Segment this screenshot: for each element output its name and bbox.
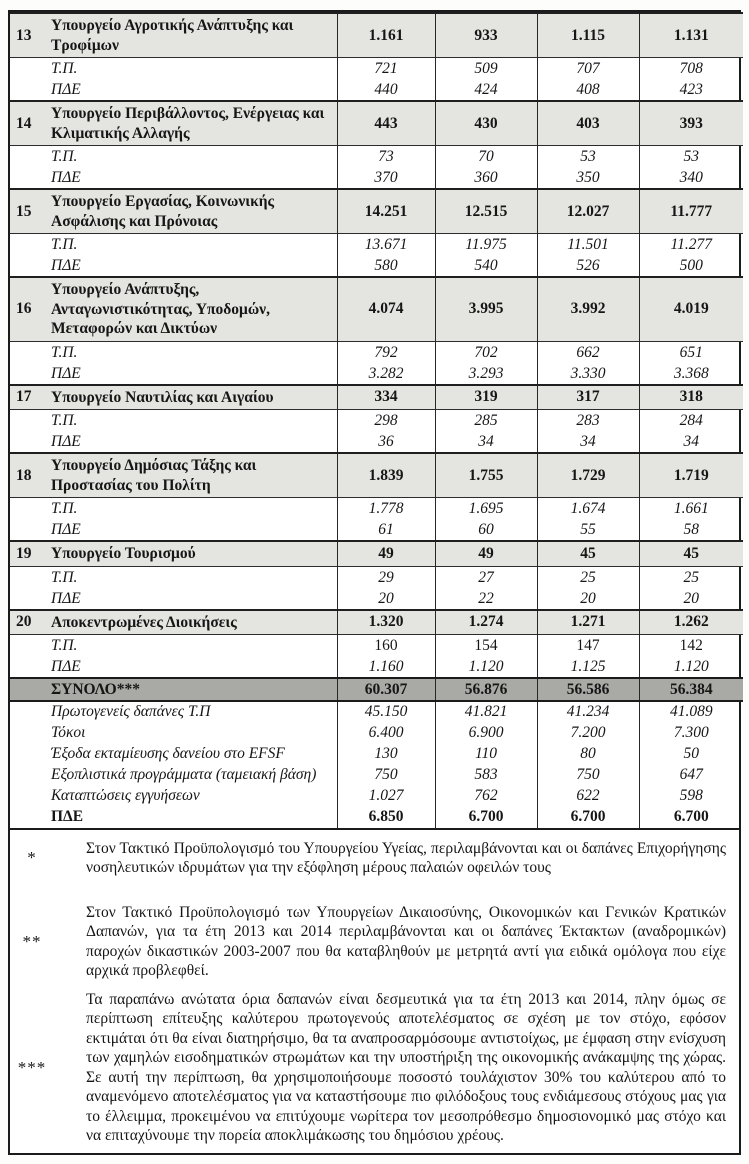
tp-value-cell: 283	[537, 410, 639, 432]
subrow-label-cell: ΠΔΕ	[51, 81, 81, 98]
ministry-total-cell: 1.839	[337, 453, 435, 498]
ministry-total-cell: 49	[435, 541, 537, 566]
tp-value-cell: 11.501	[537, 234, 639, 256]
pde-value-cell: 1.120	[639, 656, 743, 678]
breakdown-label-cell: Έξοδα εκταμίευσης δανείου στο EFSF	[51, 744, 285, 762]
row-number-cell: 16	[10, 277, 44, 341]
pde-value-cell: 423	[639, 79, 743, 101]
ministry-total-cell: 1.262	[639, 610, 743, 635]
ministry-total-cell: 45	[537, 541, 639, 566]
pde-value-cell: 1.120	[435, 656, 537, 678]
tp-value-cell: 284	[639, 410, 743, 432]
pde-value-cell: 440	[337, 79, 435, 101]
row-number-cell: 15	[10, 189, 44, 234]
row-number-cell: 17	[10, 385, 44, 410]
pde-value-cell: 424	[435, 79, 537, 101]
ministry-total-cell: 443	[337, 101, 435, 146]
tp-value-cell: 147	[537, 635, 639, 657]
subrow-label-cell: ΠΔΕ	[51, 364, 81, 382]
pde-subrow	[10, 588, 743, 610]
tp-value-cell: 25	[537, 566, 639, 588]
breakdown-label-cell: ΠΔΕ	[51, 807, 84, 825]
breakdown-label-cell: Εξοπλιστικά προγράμματα (ταμειακή βάση)	[51, 765, 317, 783]
tp-value-cell: 702	[435, 341, 537, 363]
pde-value-cell: 340	[639, 167, 743, 189]
breakdown-value-cell: 7.200	[537, 723, 639, 744]
tp-value-cell: 1.661	[639, 498, 743, 520]
breakdown-value-cell: 130	[337, 744, 435, 765]
tp-subrow	[10, 234, 743, 256]
breakdown-row	[10, 786, 743, 807]
ministry-row	[10, 189, 743, 234]
breakdown-row	[10, 723, 743, 744]
row-number-cell	[10, 431, 44, 453]
tp-value-cell: 285	[435, 410, 537, 432]
ministry-total-cell: 319	[435, 385, 537, 410]
tp-value-cell: 707	[537, 58, 639, 80]
pde-value-cell: 360	[435, 167, 537, 189]
tp-subrow	[10, 498, 743, 520]
breakdown-value-cell: 110	[435, 744, 537, 765]
tp-value-cell: 721	[337, 58, 435, 80]
row-number-cell	[10, 635, 44, 657]
breakdown-value-cell: 598	[639, 786, 743, 807]
ministry-total-cell: 1.271	[537, 610, 639, 635]
breakdown-row	[10, 744, 743, 765]
row-number-cell: 14	[10, 101, 44, 146]
ministry-row	[10, 13, 743, 58]
ministry-row	[10, 277, 743, 341]
breakdown-value-cell: 6.900	[435, 723, 537, 744]
ministry-total-cell: 317	[537, 385, 639, 410]
pde-value-cell: 34	[639, 431, 743, 453]
pde-value-cell: 34	[537, 431, 639, 453]
breakdown-value-cell: 6.850	[337, 807, 435, 828]
breakdown-value-cell: 6.700	[537, 807, 639, 828]
footnote-marker: ***	[17, 1057, 47, 1077]
subrow-label-cell: ΠΔΕ	[51, 433, 81, 450]
tp-value-cell: 298	[337, 410, 435, 432]
pde-value-cell: 350	[537, 167, 639, 189]
pde-subrow	[10, 519, 743, 541]
breakdown-label-cell: Πρωτογενείς δαπάνες Τ.Π	[51, 703, 211, 720]
tp-value-cell: 662	[537, 341, 639, 363]
tp-value-cell: 53	[537, 146, 639, 168]
ministry-name-cell: Υπουργείο Εργασίας, Κοινωνικής Ασφάλισης και Πρόνοιας	[44, 189, 337, 234]
ministry-total-cell: 1.274	[435, 610, 537, 635]
pde-subrow	[10, 79, 743, 101]
table-body	[10, 13, 743, 828]
tp-value-cell: 651	[639, 341, 743, 363]
tp-value-cell: 154	[435, 635, 537, 657]
ministry-total-cell: 1.755	[435, 453, 537, 498]
ministry-row	[10, 453, 743, 498]
footnote-text: Στον Τακτικό Προϋπολογισμό των Υπουργείων Δικαιοσύνης, Οικονομικών και Γενικών Κρατικών Δαπανών, για τα έτη 2013 και 2014 περιλαμβάνονται και οι δαπάνες Έκτακτων (αναδρομικών) παροχών δικαστικών 2003-2007 που θα καταβληθούν με μετρητά αντί για ειδικά ομόλογα που είχε αρχικά προβλεφθεί.	[86, 903, 726, 979]
row-number-cell	[10, 498, 44, 520]
row-number-cell	[10, 678, 44, 701]
breakdown-value-cell: 622	[537, 786, 639, 807]
total-value-cell: 56.384	[639, 678, 743, 701]
row-number-cell	[10, 519, 44, 541]
tp-subrow	[10, 146, 743, 168]
pde-value-cell: 1.125	[537, 656, 639, 678]
ministry-total-cell: 1.729	[537, 453, 639, 498]
tp-value-cell: 70	[435, 146, 537, 168]
footnote-triple-asterisk	[10, 990, 739, 1146]
ministry-total-cell: 334	[337, 385, 435, 410]
row-number-cell	[10, 79, 44, 101]
total-value-cell: 56.876	[435, 678, 537, 701]
pde-subrow	[10, 431, 743, 453]
breakdown-value-cell: 583	[435, 765, 537, 786]
subrow-label-cell: ΠΔΕ	[51, 658, 81, 675]
tp-subrow	[10, 635, 743, 657]
pde-value-cell: 3.368	[639, 363, 743, 385]
row-number-cell	[10, 807, 44, 828]
breakdown-value-cell: 80	[537, 744, 639, 765]
tp-value-cell: 53	[639, 146, 743, 168]
pde-subrow	[10, 656, 743, 678]
subrow-label-cell: ΠΔΕ	[51, 521, 81, 538]
total-value-cell: 60.307	[337, 678, 435, 701]
ministry-total-cell: 12.515	[435, 189, 537, 234]
pde-value-cell: 580	[337, 255, 435, 277]
ministry-total-cell: 12.027	[537, 189, 639, 234]
tp-value-cell: 73	[337, 146, 435, 168]
tp-value-cell: 1.778	[337, 498, 435, 520]
row-number-cell	[10, 167, 44, 189]
breakdown-label-cell: Καταπτώσεις εγγυήσεων	[51, 786, 200, 804]
budget-table-sheet	[8, 10, 741, 1155]
footnote-double-asterisk	[10, 903, 739, 981]
tp-subrow	[10, 410, 743, 432]
ministry-total-cell: 3.995	[435, 277, 537, 341]
ministry-name-cell: Υπουργείο Τουρισμού	[44, 541, 337, 566]
breakdown-row	[10, 701, 743, 723]
tp-value-cell: 708	[639, 58, 743, 80]
breakdown-value-cell: 6.700	[639, 807, 743, 828]
row-number-cell	[10, 234, 44, 256]
ministry-name-cell: Υπουργείο Ανάπτυξης, Ανταγωνιστικότητας, Υποδομών, Μεταφορών και Δικτύων	[44, 277, 337, 341]
pde-value-cell: 408	[537, 79, 639, 101]
pde-value-cell: 55	[537, 519, 639, 541]
breakdown-value-cell: 50	[639, 744, 743, 765]
tp-value-cell: 11.975	[435, 234, 537, 256]
ministry-total-cell: 393	[639, 101, 743, 146]
ministry-row	[10, 541, 743, 566]
row-number-cell	[10, 701, 44, 723]
tp-value-cell: 1.674	[537, 498, 639, 520]
tp-value-cell: 142	[639, 635, 743, 657]
subrow-label-cell: Τ.Π.	[44, 498, 337, 520]
ministry-total-cell: 430	[435, 101, 537, 146]
breakdown-value-cell: 750	[537, 765, 639, 786]
subrow-label-cell: Τ.Π.	[44, 58, 337, 80]
tp-value-cell: 792	[337, 341, 435, 363]
ministry-total-cell: 3.992	[537, 277, 639, 341]
ministry-total-cell: 4.019	[639, 277, 743, 341]
tp-value-cell: 1.695	[435, 498, 537, 520]
breakdown-value-cell: 41.234	[537, 701, 639, 723]
tp-value-cell: 13.671	[337, 234, 435, 256]
footnote-single-asterisk	[10, 839, 739, 878]
subrow-label-cell: Τ.Π.	[44, 234, 337, 256]
pde-value-cell: 60	[435, 519, 537, 541]
pde-value-cell: 20	[537, 588, 639, 610]
row-number-cell: 19	[10, 541, 44, 566]
row-number-cell: 20	[10, 610, 44, 635]
row-number-cell	[10, 656, 44, 678]
ministry-total-cell: 11.777	[639, 189, 743, 234]
tp-value-cell: 27	[435, 566, 537, 588]
row-number-cell	[10, 566, 44, 588]
ministry-row	[10, 385, 743, 410]
tp-subrow	[10, 566, 743, 588]
tp-subrow	[10, 58, 743, 80]
ministry-budget-table	[10, 12, 743, 828]
subrow-label-cell: Τ.Π.	[44, 635, 337, 657]
breakdown-value-cell: 1.027	[337, 786, 435, 807]
pde-value-cell: 20	[639, 588, 743, 610]
ministry-total-cell: 933	[435, 13, 537, 58]
breakdown-value-cell: 6.700	[435, 807, 537, 828]
ministry-total-cell: 1.161	[337, 13, 435, 58]
total-label-cell: ΣΥΝΟΛΟ***	[44, 678, 337, 701]
ministry-total-cell: 1.115	[537, 13, 639, 58]
tp-value-cell: 509	[435, 58, 537, 80]
pde-value-cell: 20	[337, 588, 435, 610]
pde-value-cell: 22	[435, 588, 537, 610]
pde-value-cell: 3.282	[337, 363, 435, 385]
ministry-name-cell: Υπουργείο Δημόσιας Τάξης και Προστασίας του Πολίτη	[44, 453, 337, 498]
subrow-label-cell: Τ.Π.	[44, 341, 337, 363]
ministry-total-cell: 1.131	[639, 13, 743, 58]
ministry-total-cell: 49	[337, 541, 435, 566]
ministry-total-cell: 1.719	[639, 453, 743, 498]
grand-total-row	[10, 678, 743, 701]
pde-subrow	[10, 363, 743, 385]
pde-subrow	[10, 167, 743, 189]
subrow-label-cell: ΠΔΕ	[51, 169, 81, 186]
row-number-cell	[10, 410, 44, 432]
footnote-text: Τα παραπάνω ανώτατα όρια δαπανών είναι δεσμευτικά για τα έτη 2013 και 2014, πλην όμως σε περίπτωση επίτευξης καλύτερου πρωτογενούς αποτελέσματος σε σχέση με τον στόχο, εφόσον εκτιμάται ότι θα είναι διατηρήσιμο, θα τα αναπροσαρμόσουμε αντιστοίχως, με έμφαση στην ενίσχυση των χαμηλών εισοδηματικών στρωμάτων και την υποστήριξη της οικονομικής ανάκαμψης της χώρας. Σε αυτή την περίπτωση, θα χρησιμοποιήσουμε ποσοστό τουλάχιστον 30% του καλύτερου από το αναμενόμενο αποτελέσματος για να καταστήσουμε πιο φιλόδοξους τους ενδιάμεσους στόχους μας για το έλλειμμα, προκειμένου να επιτύχουμε νωρίτερα τον μεσοπρόθεσμο δημοσιονομικό μας στόχο και να επιταχύνουμε την πορεία αποκλιμάκωσης του δημόσιου χρέους.	[86, 990, 726, 1144]
pde-value-cell: 36	[337, 431, 435, 453]
breakdown-value-cell: 762	[435, 786, 537, 807]
ministry-name-cell: Υπουργείο Αγροτικής Ανάπτυξης και Τροφίμων	[44, 13, 337, 58]
pde-value-cell: 540	[435, 255, 537, 277]
subrow-label-cell: Τ.Π.	[44, 410, 337, 432]
pde-value-cell: 500	[639, 255, 743, 277]
ministry-total-cell: 318	[639, 385, 743, 410]
row-number-cell	[10, 786, 44, 807]
tp-value-cell: 160	[337, 635, 435, 657]
breakdown-row	[10, 765, 743, 786]
ministry-total-cell: 403	[537, 101, 639, 146]
breakdown-value-cell: 647	[639, 765, 743, 786]
row-number-cell	[10, 765, 44, 786]
tp-value-cell: 29	[337, 566, 435, 588]
tp-value-cell: 25	[639, 566, 743, 588]
ministry-total-cell: 45	[639, 541, 743, 566]
row-number-cell	[10, 146, 44, 168]
row-number-cell	[10, 723, 44, 744]
ministry-name-cell: Υπουργείο Ναυτιλίας και Αιγαίου	[44, 385, 337, 410]
ministry-total-cell: 1.320	[337, 610, 435, 635]
ministry-row	[10, 610, 743, 635]
pde-value-cell: 3.330	[537, 363, 639, 385]
ministry-total-cell: 4.074	[337, 277, 435, 341]
breakdown-label-cell: Τόκοι	[51, 723, 86, 741]
subrow-label-cell: ΠΔΕ	[51, 257, 81, 274]
row-number-cell: 18	[10, 453, 44, 498]
breakdown-value-cell: 750	[337, 765, 435, 786]
ministry-row	[10, 101, 743, 146]
subrow-label-cell: Τ.Π.	[44, 566, 337, 588]
subrow-label-cell: Τ.Π.	[44, 146, 337, 168]
breakdown-value-cell: 6.400	[337, 723, 435, 744]
pde-value-cell: 370	[337, 167, 435, 189]
row-number-cell: 13	[10, 13, 44, 58]
pde-subrow	[10, 255, 743, 277]
tp-value-cell: 11.277	[639, 234, 743, 256]
pde-value-cell: 3.293	[435, 363, 537, 385]
breakdown-row	[10, 807, 743, 828]
footnote-marker: *	[27, 848, 37, 867]
breakdown-value-cell: 41.089	[639, 701, 743, 723]
ministry-name-cell: Υπουργείο Περιβάλλοντος, Ενέργειας και Κλιματικής Αλλαγής	[44, 101, 337, 146]
footnote-text: Στον Τακτικό Προϋπολογισμό του Υπουργείου Υγείας, περιλαμβάνονται και οι δαπάνες Επιχορήγησης νοσηλευτικών ιδρυμάτων για την εξόφληση μέρους παλαιών οφειλών τους	[86, 839, 726, 876]
ministry-name-cell: Αποκεντρωμένες Διοικήσεις	[44, 610, 337, 635]
pde-value-cell: 34	[435, 431, 537, 453]
breakdown-value-cell: 41.821	[435, 701, 537, 723]
row-number-cell	[10, 341, 44, 363]
row-number-cell	[10, 744, 44, 765]
breakdown-value-cell: 45.150	[337, 701, 435, 723]
pde-value-cell: 61	[337, 519, 435, 541]
total-value-cell: 56.586	[537, 678, 639, 701]
pde-value-cell: 1.160	[337, 656, 435, 678]
pde-value-cell: 526	[537, 255, 639, 277]
row-number-cell	[10, 58, 44, 80]
row-number-cell	[10, 255, 44, 277]
subrow-label-cell: ΠΔΕ	[51, 589, 81, 607]
breakdown-value-cell: 7.300	[639, 723, 743, 744]
row-number-cell	[10, 588, 44, 610]
footnote-marker: **	[22, 931, 42, 951]
tp-subrow	[10, 341, 743, 363]
footnotes-section	[10, 828, 739, 1153]
ministry-total-cell: 14.251	[337, 189, 435, 234]
row-number-cell	[10, 363, 44, 385]
pde-value-cell: 58	[639, 519, 743, 541]
